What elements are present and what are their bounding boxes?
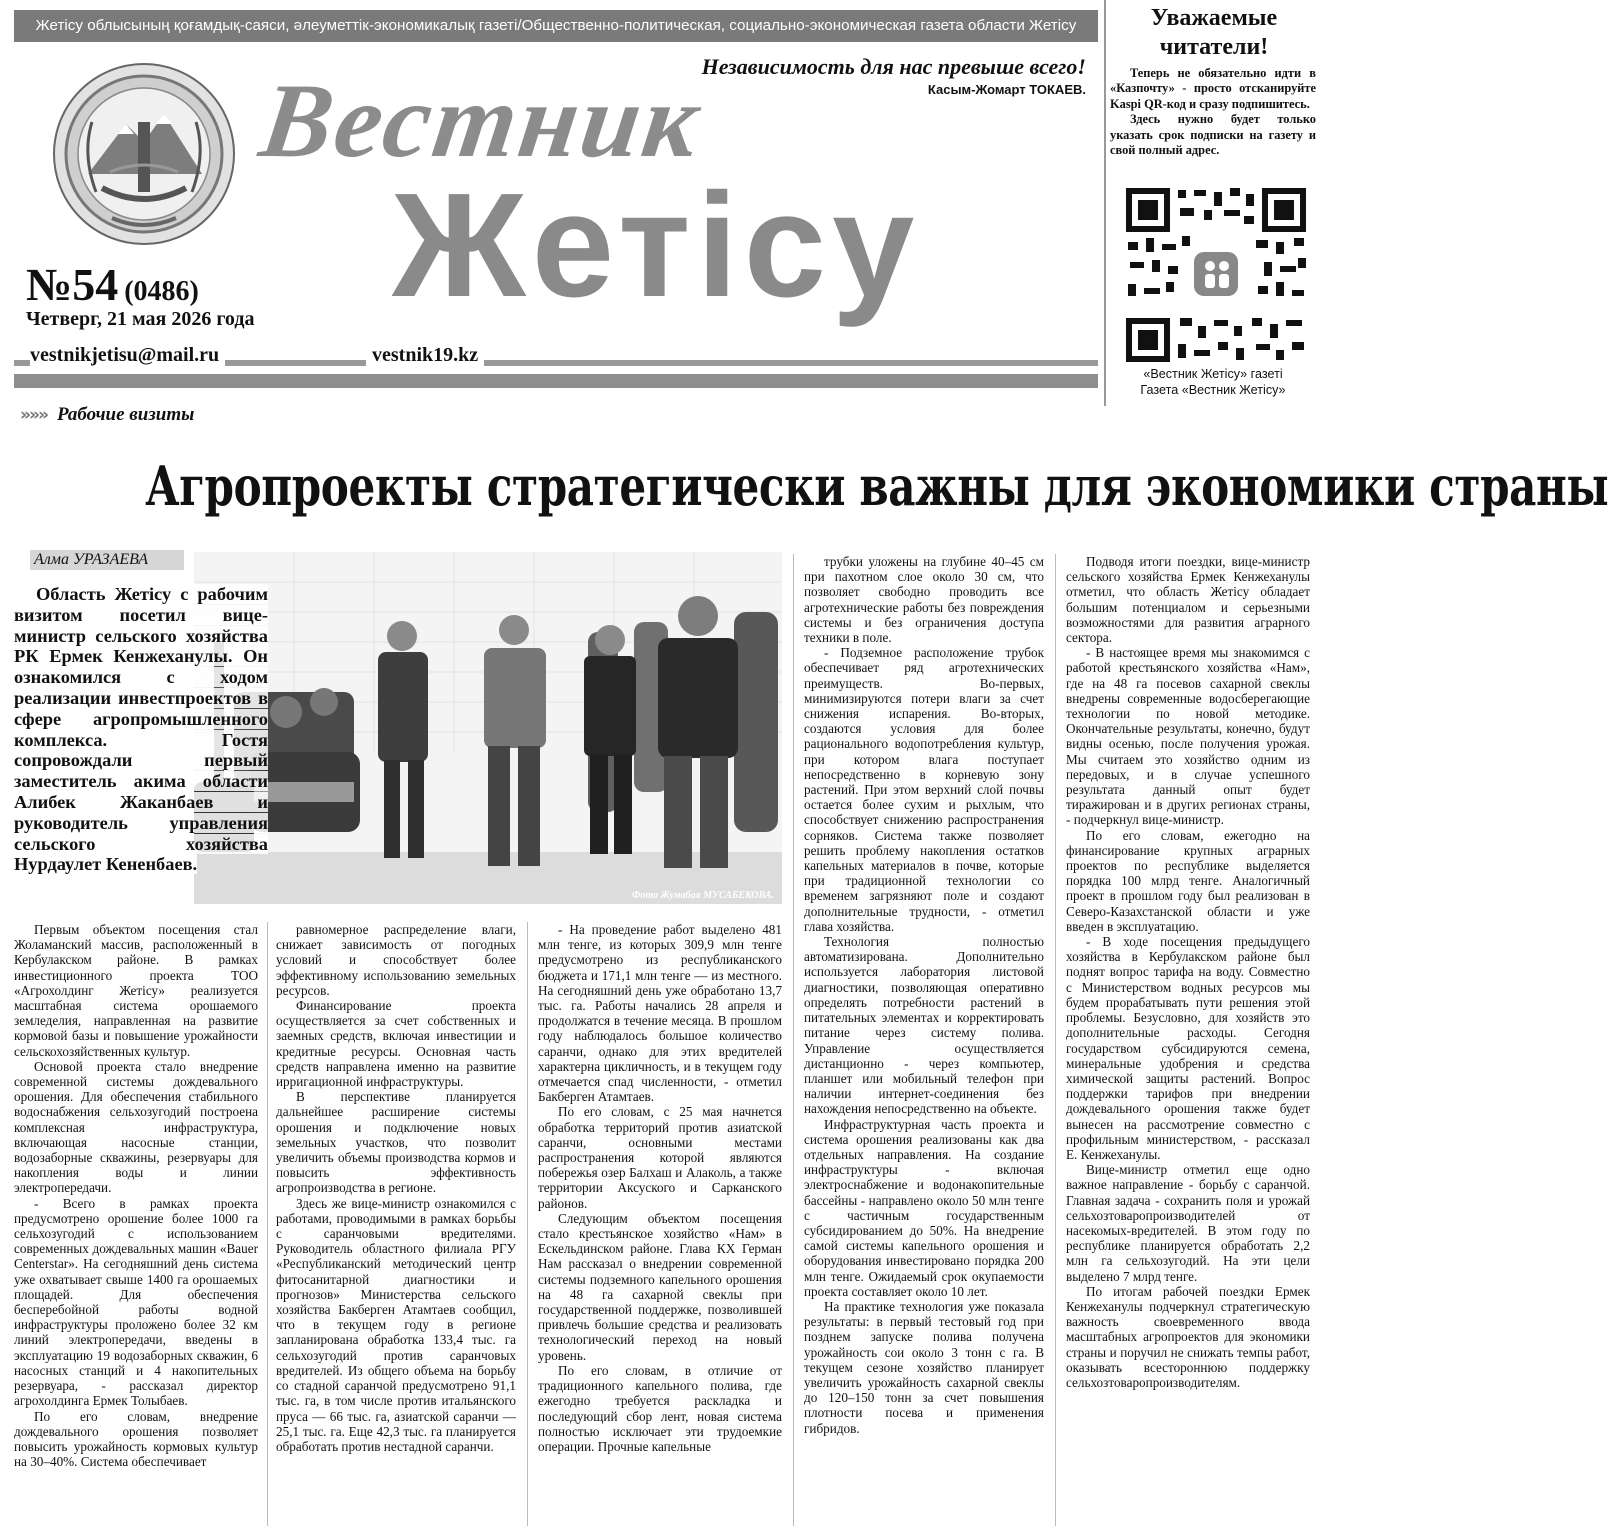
article-headline: Агропроекты стратегически важны для экономики страны (145, 454, 1608, 518)
column-divider (793, 554, 794, 1526)
article-column-4 (804, 554, 1044, 1528)
motto: Независимость для нас превыше всего! (701, 54, 1086, 79)
article-lead (14, 584, 268, 875)
paragraph: равномерное распределение влаги, снижает зависимость от погодных условий и способствует более эффективному использованию земельных ресурсов. (276, 922, 516, 998)
sidebar-caption-ru: Газета «Вестник Жетісу» (1140, 383, 1286, 397)
paragraph: - Подземное расположение трубок обеспечивает ряд агротехнических преимуществ. Во-первых, минимизируются потери влаги за счет снижения испарения. Во-вторых, создаются условия для более рационального водопотребления культур, при котором влага поступает непосредственно в корневую зону растений. При этом верхний слой почвы остается более сухим и рыхлым, что способствует снижению распространения сорняков. Система также позволяет решить проблему накопления остатков капельных материалов в почве, которые при традиционной технологии со временем загрязняют поле и создают дополнительные трудности, - отметил глава хозяйства. (804, 645, 1044, 934)
column-divider (527, 922, 528, 1526)
paragraph: По его словам, внедрение дождевального орошения позволяет повысить урожайность кормовых культур на 30–40%. Система обеспечивает (14, 1408, 258, 1470)
sidebar-text (1110, 66, 1316, 158)
paragraph: трубки уложены на глубине 40–45 см при пахотном слое около 30 см, что позволяет свободно проводить все агротехнические работы без повреждения системы и без ограничения доступа техники в поле. (804, 554, 1044, 646)
paragraph: Финансирование проекта осуществляется за счет собственных и заемных средств, включая инвестиции и кредитные ресурсы. Основная часть средств направлена именно на развитие ирригационной инфраструктуры. (276, 998, 516, 1090)
rubric-label: Рабочие визиты (56, 404, 195, 425)
photo-credit: Фото Жумабая МУСАБЕКОВА. (631, 890, 774, 901)
chevrons-icon: »»» (20, 405, 47, 425)
column-divider (1055, 554, 1056, 1526)
paragraph: Инфраструктурная часть проекта и система орошения реализованы как два отдельных направления. На создание инфраструктуры - включая электроснабжение и водонакопительные бассейны - направлено около 50 млн тенге с частичным государственным субсидированием до 50%. На внедрение самой системы капельного орошения и оборудования инвестировано порядка 200 млн тенге. Ожидаемый срок окупаемости проекта составляет около 10 лет. (804, 1116, 1044, 1299)
sidebar-caption (1110, 366, 1316, 398)
article-author: Алма УРАЗАЕВА (30, 550, 184, 570)
paragraph: По его словам, в отличие от традиционного капельного полива, где ежегодно требуется раскладка и последующий сбор лент, новая система полностью исключает эти трудоемкие операции. Прочные капельные (538, 1362, 782, 1454)
column-divider (267, 922, 268, 1526)
sidebar-text-2: Здесь нужно будет только указать срок подписки на газету и свой полный адрес. (1110, 112, 1316, 158)
rubric (20, 404, 194, 426)
paragraph: - В настоящее время мы знакомимся с работой крестьянского хозяйства «Нам», где на 48 га посевов сахарной свеклы внедрены современные водосберегающие технологии по новой методике. Окончательные результаты, конечно, будут видны осенью, после получения урожая. Мы считаем это хозяйство одним из передовых, и в случае успешного результата данный опыт будет тиражирован и в других регионах страны, - подчеркнул вице-министр. (1066, 645, 1310, 828)
paragraph: Следующим объектом посещения стало крестьянское хозяйство «Нам» в Ескельдинском районе. Глава КХ Герман Нам рассказал о внедрении современной системы подземного капельного орошения на 48 га сахарной свеклы при государственной поддержке, позволившей привлечь большие средства и реализовать технологический переход на новый уровень. (538, 1210, 782, 1363)
article-lead-text: Область Жетісу с рабочим визитом посетил вице-министр сельского хозяйства РК Ермек Кенжеханулы. Он ознакомился с ходом реализации инвестпроектов в сфере агропромышленного комплекса. Гостя сопровождали первый заместитель акима области Алибек Жаканбаев и руководитель управления сельского хозяйства Нурдаулет Кененбаев. (14, 584, 268, 875)
website-link[interactable]: vestnik19.kz (366, 344, 484, 367)
paragraph: По его словам, ежегодно на финансирование крупных аграрных проектов по республике выделяется порядка 100 млрд тенге. Аналогичный проект в прошлом году был реализован в Северо-Казахстанской области и уже введен в эксплуатацию. (1066, 827, 1310, 934)
article-photo (194, 552, 782, 904)
paragraph: Основой проекта стало внедрение современной системы дождевального орошения. Для обеспечения стабильного водоснабжения сельхозугодий построена комплексная инфраструктура, включающая насосные станции, водозаборные скважины, резервуары для накопления воды и линии электропередачи. (14, 1058, 258, 1196)
masthead-bottom-rule (14, 374, 1098, 388)
paragraph: По итогам рабочей поездки Ермек Кенжеханулы подчеркнул стратегическую важность своевременного ввода масштабных агропроектов для экономики страны и поручил не снижать темпы работ, оказывать всестороннюю поддержку сельхозтоваропроизводителям. (1066, 1283, 1310, 1390)
paragraph: - Всего в рамках проекта предусмотрено орошение более 1000 га сельхозугодий с использованием современных дождевальных машин «Bauer Centerstar». На сегодняшний день система уже охватывает свыше 1400 га орошаемых площадей. Для обеспечения бесперебойной работы водной инфраструктуры проложено более 32 км линий электропередачи, введены в эксплуатацию 19 водозаборных скважин, 6 насосных станций и 4 накопительных резервуара, - рассказал директор агрохолдинга Ермек Толыбаев. (14, 1195, 258, 1409)
paragraph: - В ходе посещения предыдущего хозяйства в Кербулакском районе был поднят вопрос тарифа на воду. Совместно с Министерством водных ресурсов мы будем прорабатывать пути решения этой проблемы. Безусловно, для хозяйств это дополнительные расходы. Сегодня государством субсидируются семена, минеральные удобрения и средства химической защиты растений. Вопрос поддержки тарифов при внедрении дождевального орошения также будет вынесен на рассмотрение совместно с профильным министерством, - рассказал Е. Кенжеханулы. (1066, 934, 1310, 1162)
paragraph: Первым объектом посещения стал Жоламанский массив, расположенный в Кербулакском районе. В рамках инвестиционного проекта ТОО «Агрохолдинг Жетісу» реализуется масштабная система орошаемого земледелия, направленная на развитие кормовой базы и повышение урожайности сельскохозяйственных культур. (14, 922, 258, 1059)
regional-emblem-logo (52, 62, 236, 246)
article-column-1 (14, 922, 258, 1526)
paragraph: Подводя итоги поездки, вице-министр сельского хозяйства Ермек Кенжеханулы отметил, что область Жетісу обладает большим потенциалом и серьезными возможностями для развития аграрного сектора. (1066, 554, 1310, 646)
paragraph: - На проведение работ выделено 481 млн тенге, из которых 309,9 млн тенге предусмотрено из республиканского бюджета и 171,1 млн тенге — из местного. На сегодняшний день уже обработано 13,7 тыс. га. Работы начались 28 апреля и продолжатся в течение месяца. В прошлом году наблюдалось большое количество саранчи, однако для этих вредителей характерна цикличность, и в текущем году отмечается спад численности, - отметил Бакберген Атамтаев. (538, 922, 782, 1105)
article-column-5 (1066, 554, 1310, 1528)
motto-author: Касым-Жомарт ТОКАЕВ. (927, 82, 1086, 97)
sidebar-title: Уважаемые читатели! (1150, 5, 1278, 60)
qr-code-icon[interactable] (1124, 186, 1308, 364)
sidebar-text-1: Теперь не обязательно идти в «Казпочту» - просто отсканируйте Kaspi QR-код и сразу подпишитесь. (1110, 66, 1316, 111)
masthead-strip: Жетісу облысының қоғамдық-саяси, әлеуметтік-экономикалық газеті/Общественно-политическая, социально-экономическая газета области Жетісу (14, 10, 1098, 42)
paragraph: По его словам, с 25 мая начнется обработка территорий против азиатской саранчи, основными местами распространения которой являются побережья озер Балхаш и Алаколь, а также территории Аксуского и Сарканского районов. (538, 1104, 782, 1211)
issue-number (26, 258, 199, 311)
paragraph: Технология полностью автоматизирована. Дополнительно используется лаборатория листовой диагностики, позволяющая оперативно определять потребности растений в питательных элементах и корректировать питание через систему полива. Управление осуществляется дистанционно - через компьютер, планшет или мобильный телефон при наличии интернет-соединения без нахождения непосредственно на объекте. (804, 934, 1044, 1117)
article-column-3 (538, 922, 782, 1526)
paragraph: Вице-министр отметил еще одно важное направление - борьбу с саранчой. Главная задача - сохранить поля и урожай сельхозтоваропроизводителей от насекомых-вредителей. В этом году по республике планируется обработать 2,2 млн га сельхозугодий. На эти цели выделено 7 млрд тенге. (1066, 1162, 1310, 1284)
paragraph: Здесь же вице-министр ознакомился с работами, проводимыми в рамках борьбы с саранчовыми вредителями. Руководитель областного филиала РГУ «Республиканский методический центр фитосанитарной диагностики и прогнозов» Министерства сельского хозяйства Бакберген Атамтаев сообщил, что в текущем году в регионе запланирована обработка 133,4 тыс. га сельхозугодий против саранчовых вредителей. Из общего объема на борьбу со стадной саранчой предусмотрено 91,1 тыс. га, в том числе против итальянского пруса — 66 тыс. га, азиатской саранчи — 25,1 тыс. га. Еще 42,3 тыс. га планируется обработать против нестадной саранчи. (276, 1195, 516, 1454)
contact-bar (14, 344, 1098, 366)
subscription-sidebar (1104, 0, 1320, 406)
article-column-2 (276, 922, 516, 1526)
paragraph: В перспективе планируется дальнейшее расширение системы орошения и подключение новых земельных участков, что позволит увеличить объемы производства кормов и повысить эффективность агропроизводства в регионе. (276, 1089, 516, 1196)
issue-number-value: №54 (26, 259, 119, 310)
newspaper-title-line2: Жетісу (392, 163, 921, 328)
issue-total: (0486) (124, 276, 199, 307)
sidebar-caption-kz: «Вестник Жетісу» газеті (1143, 367, 1283, 381)
email-link[interactable]: vestnikjetisu@mail.ru (30, 344, 225, 367)
paragraph: На практике технология уже показала результаты: в первый тестовый год при позднем запуске полива получена урожайность сои около 3 тонн с га. В текущем сезоне хозяйство планирует увеличить урожайность сахарной свеклы до 120–150 тонн за счет повышения плотности посева и применения гибридов. (804, 1298, 1044, 1436)
newspaper-title-line1: Вестник (253, 62, 709, 179)
issue-date: Четверг, 21 мая 2026 года (26, 308, 255, 330)
